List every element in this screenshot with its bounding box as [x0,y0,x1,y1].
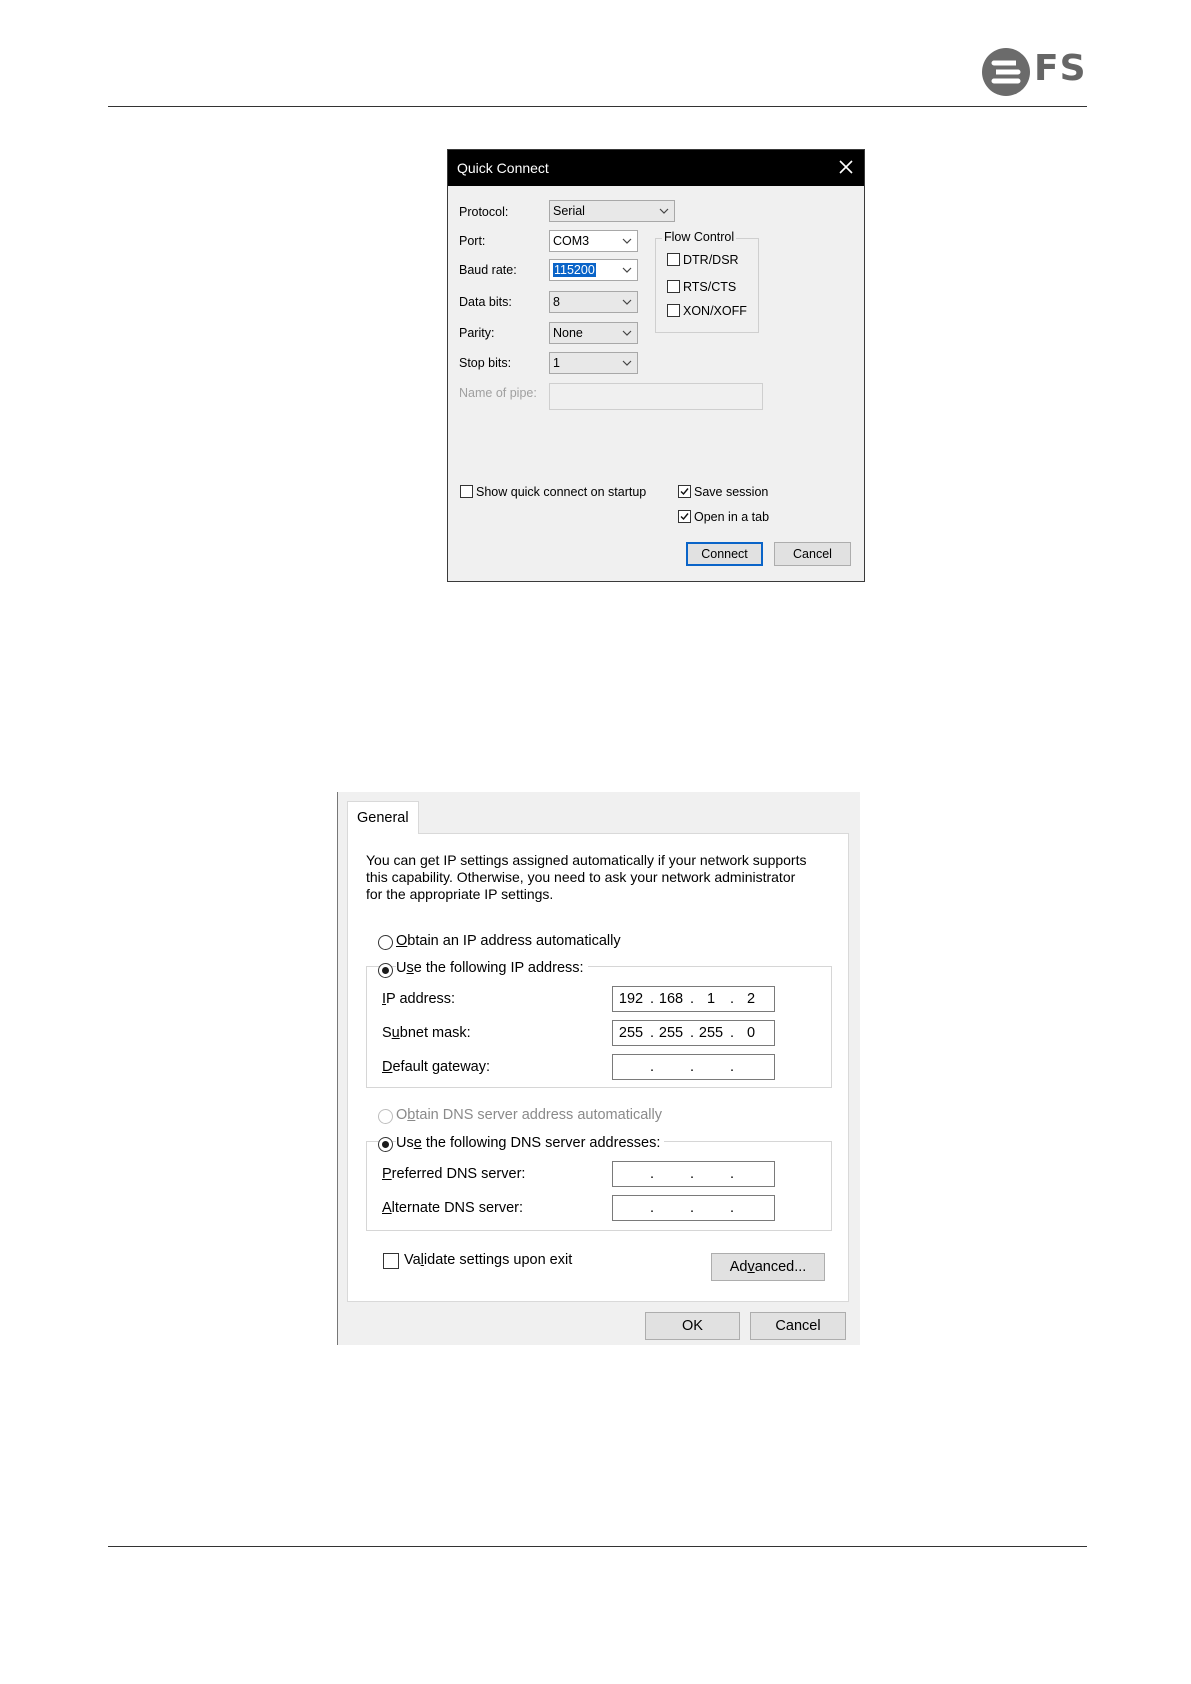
quick-connect-title: Quick Connect [457,160,549,176]
octet: 255 [618,1025,644,1041]
baud-rate-label: Baud rate: [459,263,517,277]
obtain-dns-auto-radio[interactable] [378,1109,393,1124]
default-gateway-input[interactable] [612,1054,775,1080]
use-following-dns-radio[interactable] [378,1137,393,1152]
general-panel [347,833,849,1302]
save-session-checkbox[interactable] [678,485,691,498]
tab-general-label: General [357,810,409,826]
octet-dot: . [650,1200,655,1216]
subnet-mask-label: Subnet mask: [382,1025,471,1041]
chevron-down-icon [621,236,633,246]
flow-control-group [655,230,759,333]
fs-logo-text: FS [1034,48,1087,89]
fs-logo-icon [980,46,1032,98]
stop-bits-select[interactable] [549,352,638,374]
validate-settings-label: Validate settings upon exit [404,1252,573,1268]
rts-cts-label: RTS/CTS [683,280,737,294]
ip-address-input[interactable] [612,986,775,1012]
chevron-down-icon [658,206,670,216]
chevron-down-icon [621,358,633,368]
octet-dot: . [650,1059,655,1075]
header-rule [108,106,1087,107]
octet-dot: . [730,1059,735,1075]
ipv4-properties-dialog [337,792,860,1345]
octet-dot: . [730,1166,735,1182]
default-gateway-label: Default gateway: [382,1059,491,1075]
fs-logo [980,46,1088,98]
octet-dot: . [730,1025,735,1041]
baud-rate-select[interactable] [549,259,638,281]
octet: 255 [658,1025,684,1041]
octet-dot: . [650,1025,655,1041]
obtain-ip-auto-radio[interactable] [378,935,393,950]
ip-address-label: IP address: [382,991,456,1007]
subnet-mask-input[interactable] [612,1020,775,1046]
rts-cts-checkbox[interactable] [667,280,680,293]
alternate-dns-input[interactable] [612,1195,775,1221]
octet-dot: . [650,1166,655,1182]
close-icon[interactable] [836,157,856,177]
port-value: COM3 [553,234,590,248]
octet-dot: . [690,1200,695,1216]
port-select[interactable] [549,230,638,252]
open-in-tab-label: Open in a tab [694,510,770,524]
ok-button[interactable]: OK [645,1312,740,1340]
show-on-startup-label: Show quick connect on startup [476,485,647,499]
octet-dot: . [730,991,735,1007]
octet-dot: . [690,1025,695,1041]
obtain-ip-auto-label: Obtain an IP address automatically [396,933,621,949]
octet-dot: . [650,991,655,1007]
save-session-label: Save session [694,485,769,499]
protocol-select[interactable] [549,200,675,222]
alternate-dns-label: Alternate DNS server: [382,1200,524,1216]
preferred-dns-label: Preferred DNS server: [382,1166,526,1182]
octet-dot: . [690,991,695,1007]
stop-bits-value: 1 [553,356,560,370]
xon-xoff-label: XON/XOFF [683,304,747,318]
parity-select[interactable] [549,322,638,344]
port-label: Port: [459,234,486,248]
use-following-dns-label: Use the following DNS server addresses: [396,1135,664,1151]
octet: 1 [706,991,716,1007]
octet: 168 [658,991,684,1007]
obtain-dns-auto-label: Obtain DNS server address automatically [396,1107,662,1123]
octet-dot: . [690,1059,695,1075]
show-on-startup-checkbox[interactable] [460,485,473,498]
protocol-value: Serial [553,204,585,218]
advanced-button[interactable]: Advanced... [711,1253,825,1281]
dtr-dsr-label: DTR/DSR [683,253,739,267]
chevron-down-icon [621,328,633,338]
octet: 192 [618,991,644,1007]
protocol-label: Protocol: [459,205,509,219]
parity-label: Parity: [459,326,495,340]
chevron-down-icon [621,265,633,275]
cancel-button[interactable]: Cancel [750,1312,846,1340]
flow-control-legend: Flow Control [664,230,735,244]
description-line: You can get IP settings assigned automatically if your network supports [366,852,807,868]
chevron-down-icon [621,297,633,307]
octet-dot: . [690,1166,695,1182]
ip-settings-description [366,852,836,903]
quick-connect-titlebar [448,150,864,186]
footer-rule [108,1546,1087,1547]
preferred-dns-input[interactable] [612,1161,775,1187]
octet: 2 [746,991,756,1007]
pipe-name-input [549,383,763,410]
dtr-dsr-checkbox[interactable] [667,253,680,266]
data-bits-value: 8 [553,295,560,309]
octet: 255 [698,1025,724,1041]
cancel-button[interactable]: Cancel [774,542,851,566]
quick-connect-dialog [447,149,865,582]
parity-value: None [553,326,583,340]
baud-rate-value: 115200 [554,263,595,277]
tab-general[interactable] [347,801,419,834]
checkmark-icon [679,486,690,497]
open-in-tab-checkbox[interactable] [678,510,691,523]
xon-xoff-checkbox[interactable] [667,304,680,317]
stop-bits-label: Stop bits: [459,356,512,370]
octet-dot: . [730,1200,735,1216]
use-following-ip-radio[interactable] [378,963,393,978]
connect-button[interactable]: Connect [686,542,763,566]
description-line: for the appropriate IP settings. [366,886,554,902]
octet: 0 [746,1025,756,1041]
use-following-ip-label: Use the following IP address: [396,960,588,976]
validate-settings-checkbox[interactable] [383,1253,399,1269]
data-bits-select[interactable] [549,291,638,313]
data-bits-label: Data bits: [459,295,512,309]
description-line: this capability. Otherwise, you need to ask your network administrator [366,869,796,885]
pipe-name-label: Name of pipe: [459,386,537,400]
checkmark-icon [679,511,690,522]
